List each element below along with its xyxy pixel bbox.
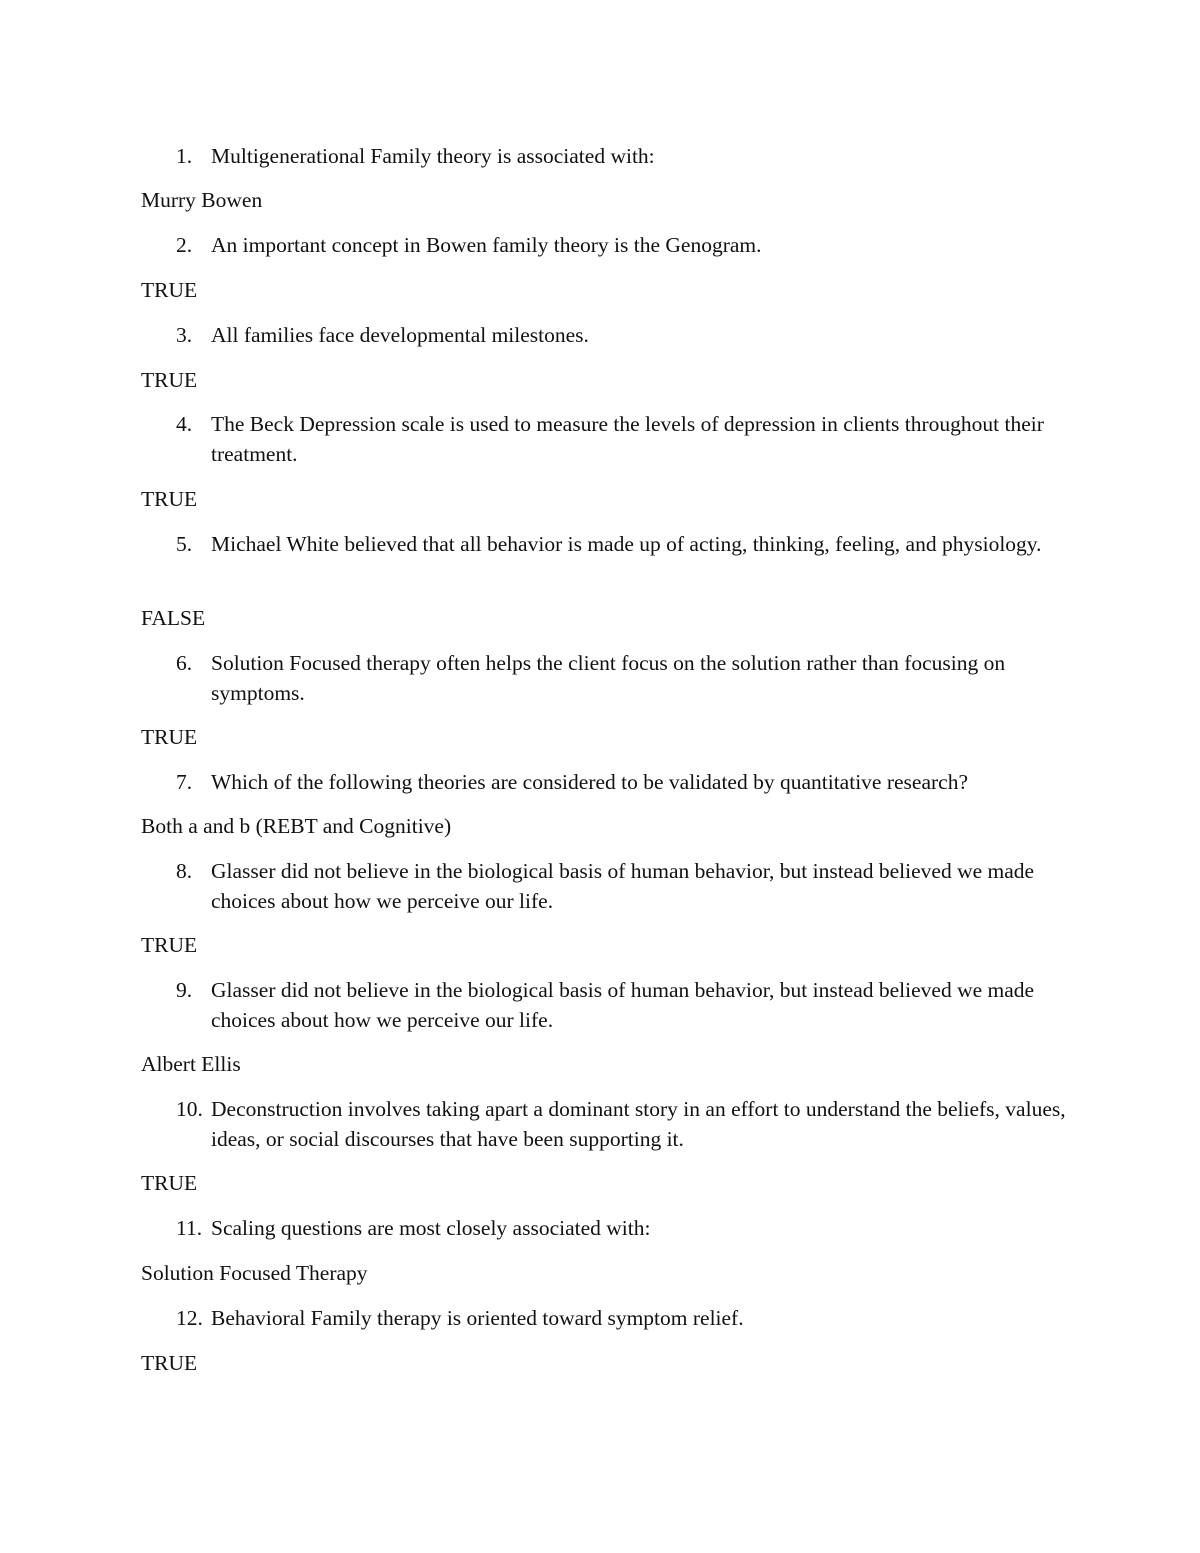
answer-6: TRUE xyxy=(141,725,198,749)
question-number: 11. xyxy=(176,1216,203,1240)
answer-3: TRUE xyxy=(141,368,198,392)
question-text: Glasser did not believe in the biological basis of human behavior, but instead believed we made choices about how we perceive our life. xyxy=(211,978,1035,1032)
question-text: Behavioral Family therapy is oriented toward symptom relief. xyxy=(211,1306,744,1330)
answer-12: TRUE xyxy=(141,1351,198,1375)
question-text: The Beck Depression scale is used to measure the levels of depression in clients throughout their treatment. xyxy=(211,412,1044,466)
answer-2: TRUE xyxy=(141,278,198,302)
question-number: 6. xyxy=(176,651,193,675)
question-number: 10. xyxy=(176,1097,203,1121)
question-text: Glasser did not believe in the biological basis of human behavior, but instead believed we made choices about how we perceive our life. xyxy=(211,859,1035,913)
question-text: Which of the following theories are considered to be validated by quantitative research? xyxy=(211,770,968,794)
question-number: 2. xyxy=(176,233,193,257)
question-number: 1. xyxy=(176,144,193,168)
answer-10: TRUE xyxy=(141,1171,198,1195)
question-number: 7. xyxy=(176,770,193,794)
question-number: 5. xyxy=(176,532,193,556)
question-text: All families face developmental milestones. xyxy=(211,323,589,347)
question-number: 4. xyxy=(176,412,193,436)
question-text: An important concept in Bowen family theory is the Genogram. xyxy=(211,233,762,257)
question-number: 12. xyxy=(176,1306,203,1330)
question-number: 8. xyxy=(176,859,193,883)
answer-4: TRUE xyxy=(141,487,198,511)
question-number: 3. xyxy=(176,323,193,347)
question-text: Deconstruction involves taking apart a dominant story in an effort to understand the beliefs, values, ideas, or social discourses that have been supporting it. xyxy=(211,1097,1066,1151)
answer-7: Both a and b (REBT and Cognitive) xyxy=(141,814,452,838)
answer-8: TRUE xyxy=(141,933,198,957)
answer-11: Solution Focused Therapy xyxy=(141,1261,368,1285)
answer-9: Albert Ellis xyxy=(141,1052,241,1076)
question-text: Solution Focused therapy often helps the client focus on the solution rather than focusing on symptoms. xyxy=(211,651,1006,705)
question-number: 9. xyxy=(176,978,193,1002)
question-text: Multigenerational Family theory is associated with: xyxy=(211,144,655,168)
answer-5: FALSE xyxy=(141,606,206,630)
question-text: Michael White believed that all behavior is made up of acting, thinking, feeling, and physiology. xyxy=(211,532,1042,556)
question-text: Scaling questions are most closely associated with: xyxy=(211,1216,651,1240)
answer-1: Murry Bowen xyxy=(141,188,263,212)
